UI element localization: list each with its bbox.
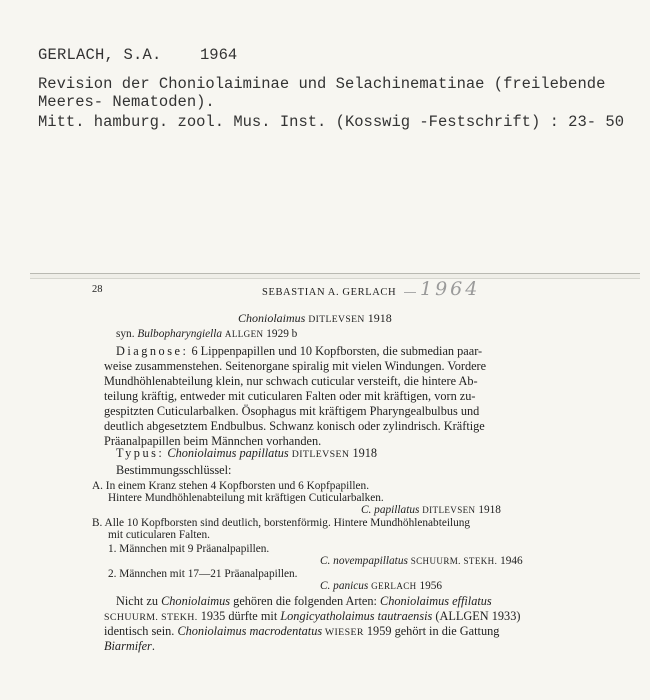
synonym-name: Bulbopharyngiella [137,328,223,340]
remarks-line3 [104,624,499,640]
key-b2-year: 1956 [419,580,443,592]
remarks-line4 [104,639,155,654]
key-b1-line: 1. Männchen mit 9 Präanalpapillen. [108,543,270,555]
diagnose-line: gespitzten Cuticularbalken. Ösophagus mit kräftigem Pharyngealbulbus und [104,404,480,418]
typus-line [116,446,377,462]
remarks-text: Nicht zu [116,594,162,608]
synonym-prefix: syn. [116,328,135,340]
key-heading: Bestimmungsschlüssel: [116,463,232,477]
reference-title-line2: Meeres- Nematoden). [38,93,215,111]
remarks-text: identisch sein. [104,624,178,638]
genus-name: Choniolaimus [238,311,306,325]
genus-title [238,311,392,326]
synonym-authority: ALLGEN [224,329,264,339]
remarks-genus: Biarmifer [104,639,152,653]
diagnose-paragraph [104,344,554,449]
typus-label: Typus: [116,446,165,460]
remarks-species: Choniolaimus macrodentatus [177,624,323,638]
key-a-year: 1918 [478,504,501,516]
synonym-line [116,328,297,340]
key-b1-year: 1946 [500,555,523,567]
diagnose-line: weise zusammenstehen. Seitenorgane spiralig mit vielen Windungen. Vordere [104,359,487,373]
diagnose-line: Präanalpapillen beim Männchen vorhanden. [104,434,322,448]
remarks-text: gehören die folgenden Arten: [230,594,380,608]
diagnose-line: 6 Lippenpapillen und 10 Kopfborsten, die submedian paar- [188,344,483,358]
key-b-line2: mit cuticularen Falten. [108,529,210,541]
diagnose-line: teilung kräftig, entweder mit cuticularen Falten oder mit kräftigen, vorn zu- [104,389,476,403]
key-a-result [361,504,501,516]
key-b1-result [320,555,523,567]
handwritten-dash [404,292,416,293]
key-a-line2: Hintere Mundhöhlenabteilung mit kräftigen Cuticularbalken. [108,492,384,504]
key-b2-authority: GERLACH [371,581,417,591]
typus-authority: DITLEVSEN [291,449,350,460]
scan-edge-divider [30,273,640,279]
genus-authority: DITLEVSEN [308,314,365,325]
synonym-year: 1929 b [266,328,298,340]
diagnose-label: Diagnose: [116,344,189,358]
remarks-species: Longicyatholaimus tautraensis [280,609,433,623]
remarks-authority: WIESER [322,627,364,638]
handwritten-year-annotation: 1964 [420,278,481,300]
typus-species: Choniolaimus papillatus [167,446,289,460]
remarks-line2 [104,609,520,625]
key-b2-species: C. panicus [320,580,369,592]
key-b-line1: B. Alle 10 Kopfborsten sind deutlich, borstenförmig. Hintere Mundhöhlenabteilung [92,517,471,529]
reference-author: GERLACH, S.A. [38,46,162,64]
remarks-authority: SCHUURM. STEKH. [104,612,198,623]
genus-year: 1918 [367,311,392,325]
key-a-authority: DITLEVSEN [422,505,476,515]
remarks-text: (ALLGEN 1933) [432,609,521,623]
diagnose-line: deutlich abgesetztem Endbulbus. Schwanz konisch oder zylindrisch. Kräftige [104,419,485,433]
key-b2-line: 2. Männchen mit 17—21 Präanalpapillen. [108,568,298,580]
page-number: 28 [92,284,103,295]
key-b1-authority: SCHUURM. STEKH. [410,556,498,566]
remarks-species: Choniolaimus effilatus [380,594,492,608]
remarks-line1 [116,594,492,609]
reference-year: 1964 [200,46,238,64]
remarks-genus: Choniolaimus [161,594,231,608]
typus-year: 1918 [352,446,378,460]
remarks-text: . [151,639,155,653]
reference-title-line1: Revision der Choniolaiminae und Selachinematinae (freilebende [38,75,606,93]
remarks-text: 1935 dürfte mit [197,609,281,623]
remarks-text: 1959 gehört in die Gattung [363,624,500,638]
key-b1-species: C. novempapillatus [320,555,408,567]
running-head: SEBASTIAN A. GERLACH [262,287,397,298]
key-a-line1: A. In einem Kranz stehen 4 Kopfborsten und 6 Kopfpapillen. [92,480,370,492]
diagnose-line: Mundhöhlenabteilung klein, nur schwach cuticular versteift, die hintere Ab- [104,374,478,388]
key-b2-result [320,580,442,592]
key-a-species: C. papillatus [361,504,420,516]
reference-journal: Mitt. hamburg. zool. Mus. Inst. (Kosswig -Festschrift) : 23- 50 [38,113,624,131]
